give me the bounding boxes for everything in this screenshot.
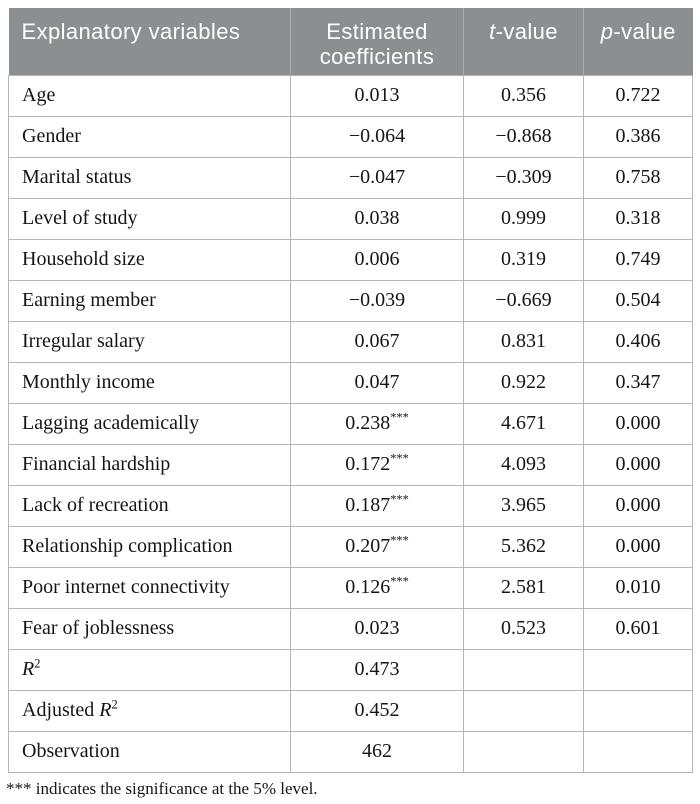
p-value: 0.000 xyxy=(584,526,693,567)
coefficient-value: 0.038 xyxy=(291,198,464,239)
header-p-value xyxy=(584,8,693,75)
p-value: 0.406 xyxy=(584,321,693,362)
table-footnote: *** indicates the significance at the 5% level. xyxy=(6,778,318,798)
variable-label: Gender xyxy=(9,116,291,157)
table-row xyxy=(9,280,693,321)
p-value: 0.000 xyxy=(584,444,693,485)
table-row xyxy=(9,403,693,444)
variable-label: Irregular salary xyxy=(9,321,291,362)
table-row xyxy=(9,485,693,526)
coefficient-value: −0.047 xyxy=(291,157,464,198)
p-value-suffix: -value xyxy=(613,19,676,44)
t-value: 5.362 xyxy=(464,526,584,567)
coefficient-value: 0.172*** xyxy=(291,444,464,485)
header-explanatory-variables: Explanatory variables xyxy=(9,8,291,75)
coefficient-value: −0.064 xyxy=(291,116,464,157)
table-row xyxy=(9,444,693,485)
variable-label: Fear of joblessness xyxy=(9,608,291,649)
t-value: 0.523 xyxy=(464,608,584,649)
table-row xyxy=(9,157,693,198)
p-value: 0.722 xyxy=(584,75,693,116)
t-value: 2.581 xyxy=(464,567,584,608)
coefficient-value: 0.452 xyxy=(291,690,464,731)
t-value xyxy=(464,731,584,772)
p-value: 0.504 xyxy=(584,280,693,321)
p-value: 0.601 xyxy=(584,608,693,649)
table-row xyxy=(9,567,693,608)
coefficient-value: 0.013 xyxy=(291,75,464,116)
table-row xyxy=(9,362,693,403)
t-value: 0.831 xyxy=(464,321,584,362)
p-value xyxy=(584,690,693,731)
coefficient-value: 0.126*** xyxy=(291,567,464,608)
t-value xyxy=(464,649,584,690)
t-value: 3.965 xyxy=(464,485,584,526)
variable-label: Household size xyxy=(9,239,291,280)
coefficient-value: −0.039 xyxy=(291,280,464,321)
p-value: 0.386 xyxy=(584,116,693,157)
variable-label: Monthly income xyxy=(9,362,291,403)
variable-label: Marital status xyxy=(9,157,291,198)
p-value-italic-letter: p xyxy=(600,19,614,44)
header-t-value xyxy=(464,8,584,75)
variable-label: Lagging academically xyxy=(9,403,291,444)
variable-label: Poor internet connectivity xyxy=(9,567,291,608)
t-value: −0.868 xyxy=(464,116,584,157)
coefficient-value: 0.047 xyxy=(291,362,464,403)
p-value: 0.010 xyxy=(584,567,693,608)
table-row xyxy=(9,526,693,567)
p-value: 0.000 xyxy=(584,485,693,526)
p-value xyxy=(584,649,693,690)
header-row xyxy=(9,8,693,75)
variable-label: Financial hardship xyxy=(9,444,291,485)
table-row xyxy=(9,321,693,362)
table-row xyxy=(9,690,693,731)
table-row xyxy=(9,608,693,649)
t-value: −0.669 xyxy=(464,280,584,321)
regression-results-table xyxy=(8,8,693,773)
p-value: 0.347 xyxy=(584,362,693,403)
t-value: 4.671 xyxy=(464,403,584,444)
t-value: 4.093 xyxy=(464,444,584,485)
t-value-italic-letter: t xyxy=(489,19,496,44)
p-value: 0.758 xyxy=(584,157,693,198)
p-value xyxy=(584,731,693,772)
table-row xyxy=(9,731,693,772)
coefficient-value: 0.473 xyxy=(291,649,464,690)
t-value-suffix: -value xyxy=(495,19,558,44)
coefficient-value: 0.006 xyxy=(291,239,464,280)
variable-label: Lack of recreation xyxy=(9,485,291,526)
coefficient-value: 0.238*** xyxy=(291,403,464,444)
p-value: 0.000 xyxy=(584,403,693,444)
table-row xyxy=(9,116,693,157)
variable-label: Observation xyxy=(9,731,291,772)
t-value: 0.999 xyxy=(464,198,584,239)
table-row xyxy=(9,198,693,239)
table-row xyxy=(9,649,693,690)
header-estimated-coefficients: Estimated coefficients xyxy=(291,8,464,75)
p-value: 0.749 xyxy=(584,239,693,280)
coefficient-value: 0.067 xyxy=(291,321,464,362)
variable-label: Relationship complication xyxy=(9,526,291,567)
coefficient-value: 0.187*** xyxy=(291,485,464,526)
variable-label: Adjusted $R^2$ xyxy=(9,690,291,731)
t-value: −0.309 xyxy=(464,157,584,198)
variable-label: Age xyxy=(9,75,291,116)
t-value xyxy=(464,690,584,731)
coefficient-value: 0.023 xyxy=(291,608,464,649)
table-row xyxy=(9,75,693,116)
t-value: 0.319 xyxy=(464,239,584,280)
t-value: 0.356 xyxy=(464,75,584,116)
p-value: 0.318 xyxy=(584,198,693,239)
t-value: 0.922 xyxy=(464,362,584,403)
variable-label: $R^2$ xyxy=(9,649,291,690)
variable-label: Level of study xyxy=(9,198,291,239)
variable-label: Earning member xyxy=(9,280,291,321)
coefficient-value: 0.207*** xyxy=(291,526,464,567)
coefficient-value: 462 xyxy=(291,731,464,772)
table-row xyxy=(9,239,693,280)
